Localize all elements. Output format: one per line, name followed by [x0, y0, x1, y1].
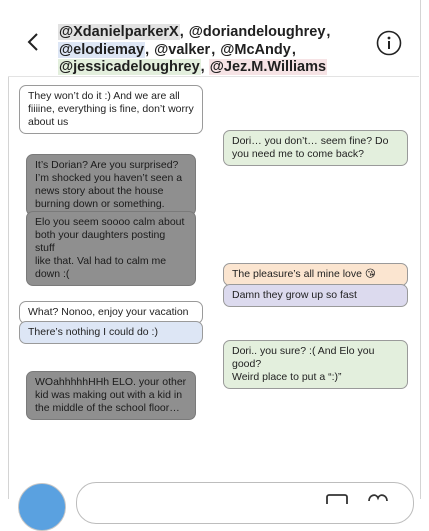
message-bubble: WOahhhhhHHh ELO. your other kid was making out with a kid in the middle of the school floor…	[26, 371, 196, 420]
message-bubble: They won’t do it :) And we are all fiiiine, everything is fine, don’t worry about us	[19, 85, 203, 134]
recipient-handle[interactable]: @McAndy	[220, 41, 291, 58]
message-bubble: What? Nonoo, enjoy your vacation	[19, 301, 203, 324]
camera-icon[interactable]	[18, 483, 66, 531]
chevron-left-icon[interactable]	[23, 31, 45, 53]
recipient-separator: ,	[179, 24, 188, 40]
recipient-separator: ,	[200, 59, 209, 75]
recipient-list[interactable]	[58, 24, 388, 77]
recipient-handle[interactable]: @XdanielparkerX	[59, 24, 179, 40]
recipient-separator: ,	[145, 41, 154, 58]
heart-icon[interactable]	[366, 492, 390, 502]
recipient-handle[interactable]: @jessicadeloughrey	[59, 59, 200, 75]
recipient-handle[interactable]: @Jez.M.Williams	[209, 59, 327, 75]
message-bubble: The pleasure’s all mine love 😘	[223, 263, 408, 286]
recipient-separator: ,	[326, 24, 331, 40]
message-bubble: It’s Dorian? Are you surprised? I’m shocked you haven’t seen a news story about the house burning down or something.	[26, 154, 196, 216]
message-bubble: Damn they grow up so fast	[223, 284, 408, 307]
message-bubble: Elo you seem soooo calm about both your daughters posting stuff like that. Val had to calm me down :(	[26, 211, 196, 286]
recipient-separator: ,	[211, 41, 220, 58]
message-bubble: Dori… you don’t… seem fine? Do you need me to come back?	[223, 130, 408, 166]
message-bubble: There’s nothing I could do :)	[19, 321, 203, 344]
message-bubble: Dori.. you sure? :( And Elo you good? Weird place to put a “:)”	[223, 340, 408, 389]
recipient-separator: ,	[291, 41, 296, 58]
info-icon[interactable]	[376, 30, 402, 56]
message-input[interactable]	[76, 482, 414, 524]
recipient-handle[interactable]: @elodiemay	[59, 41, 145, 58]
recipient-handle[interactable]: @valker	[154, 41, 211, 58]
recipient-handle[interactable]: @doriandeloughrey	[188, 24, 326, 40]
gallery-icon[interactable]	[326, 494, 348, 504]
